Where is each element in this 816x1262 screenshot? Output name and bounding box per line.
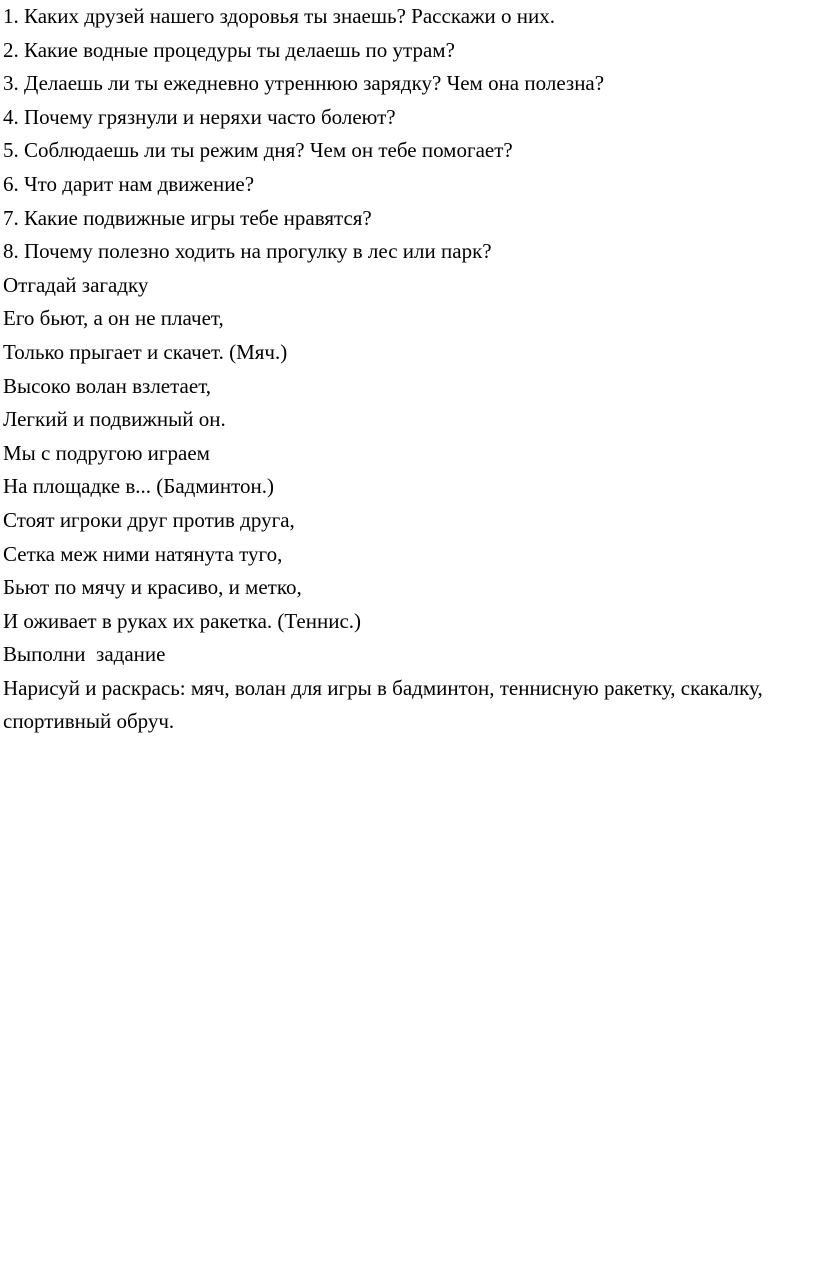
riddle-line: Стоят игроки друг против друга, [3,507,295,532]
riddle-line: Мы с подругою играем [3,440,210,465]
question-7: 7. Какие подвижные игры тебе нравятся? [3,205,372,230]
question-3: 3. Делаешь ли ты ежедневно утреннюю зарядку? Чем она полезна? [3,71,605,96]
riddles-heading: Отгадай загадку [3,272,149,297]
task-heading: Выполни задание [3,642,166,667]
question-5: 5. Соблюдаешь ли ты режим дня? Чем он тебе помогает? [3,138,513,163]
question-6: 6. Что дарит нам движение? [3,171,255,196]
riddle-line: Легкий и подвижный он. [3,407,226,432]
riddle-line: И оживает в руках их ракетка. (Теннис.) [3,608,362,633]
task-text: Нарисуй и раскрась: мяч, волан для игры в бадминтон, теннисную ракетку, скакалку, спортивный обруч. [3,675,768,734]
riddle-line: Бьют по мячу и красиво, и метко, [3,575,302,600]
document-page [3,0,811,739]
riddle-line: Сетка меж ними натянута туго, [3,541,283,566]
riddle-line: Его бьют, а он не плачет, [3,306,224,331]
question-4: 4. Почему грязнули и неряхи часто болеют? [3,104,396,129]
riddle-line: Высоко волан взлетает, [3,373,212,398]
question-2: 2. Какие водные процедуры ты делаешь по утрам? [3,37,455,62]
riddle-line: Только прыгает и скачет. (Мяч.) [3,339,288,364]
question-1: 1. Каких друзей нашего здоровья ты знаешь? Расскажи о них. [3,4,555,28]
riddle-line: На площадке в... (Бадминтон.) [3,474,275,499]
question-8: 8. Почему полезно ходить на прогулку в лес или парк? [3,239,492,264]
